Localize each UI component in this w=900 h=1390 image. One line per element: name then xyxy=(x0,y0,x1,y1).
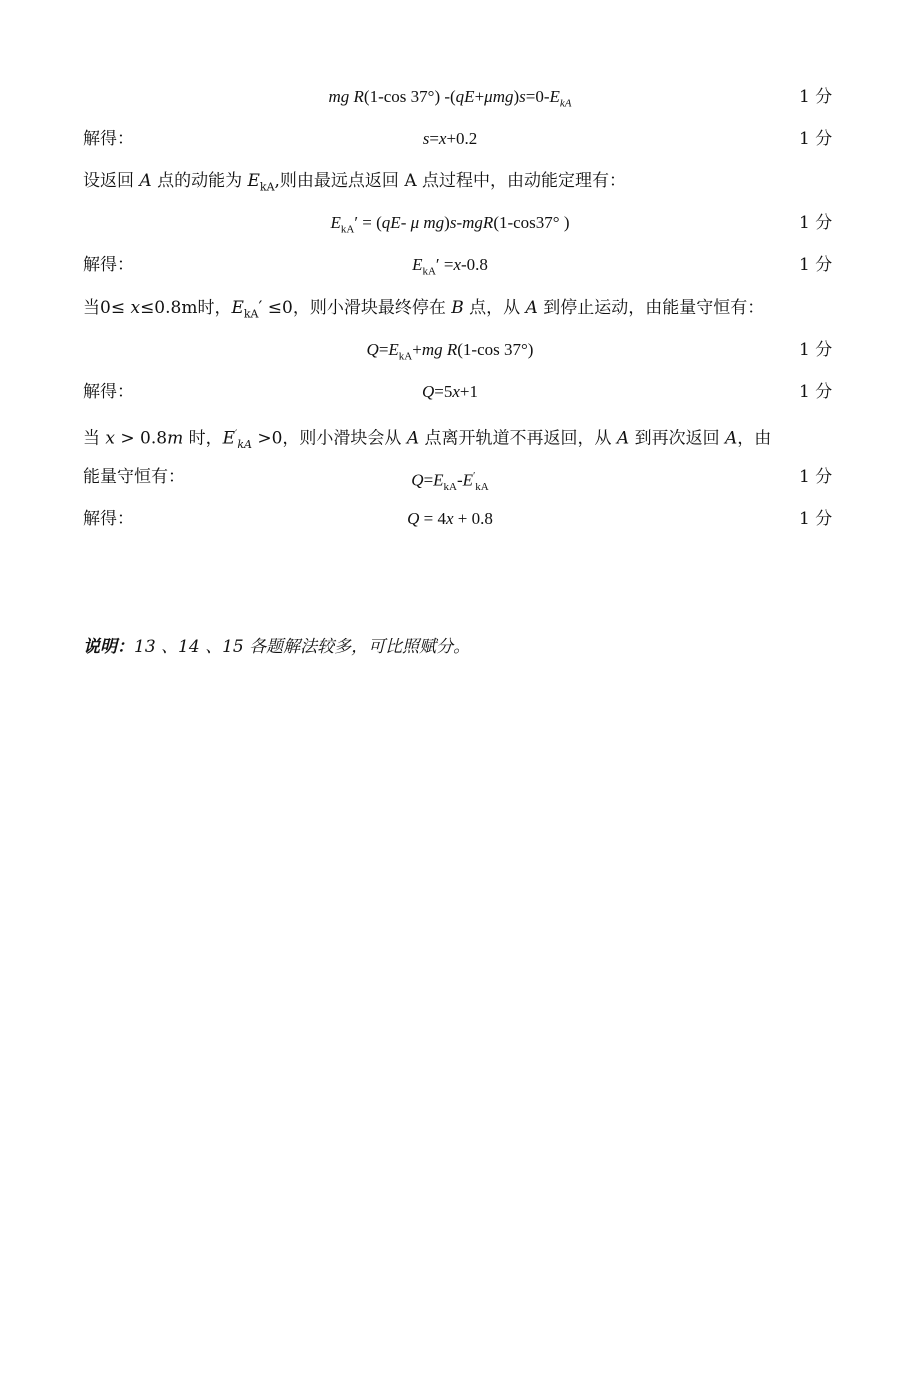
equation: mg R(1-cos 37°) $-(qE+\mu mg)s=0-E_{kA}$ xyxy=(328,87,572,110)
equation-row xyxy=(0,462,900,492)
score: 1 分 xyxy=(799,382,833,402)
equation: $E_{kA}' = (qE-$ μ mg)s-mgR(1-cos37° ) xyxy=(330,213,570,236)
equation-row xyxy=(0,377,900,407)
row-label: 解得： xyxy=(83,255,134,275)
score: 1 分 xyxy=(799,255,833,275)
score: 1 分 xyxy=(799,213,833,233)
score: 1 分 xyxy=(799,129,833,149)
row-label: 解得： xyxy=(83,129,134,149)
note xyxy=(83,632,470,657)
paragraph: 当 x > 0.8m 时，$E'_{kA} >0$，则小滑块会从 A 点离开轨道不再返回，从 A 到再次返回 A，由 xyxy=(83,428,772,452)
equation: $Q=E_{kA}+mg$ R(1-cos 37°) xyxy=(366,340,534,363)
paragraph: 设返回 A 点的动能为 $E_{kA}$,则由最远点返回 A 点过程中，由动能定理有： xyxy=(83,171,627,194)
score: 1 分 xyxy=(799,509,833,529)
row-label: 解得： xyxy=(83,382,134,402)
score: 1 分 xyxy=(799,340,833,360)
equation-row xyxy=(0,124,900,154)
equation-row xyxy=(0,504,900,534)
equation: s=x+0.2 xyxy=(422,129,478,148)
note-label: 说明： xyxy=(83,637,134,657)
score: 1 分 xyxy=(799,87,833,107)
equation: Q=5x+1 xyxy=(421,382,478,401)
paragraph: 当0≤ x≤0.8m时，$E_{kA}' \le 0$，则小滑块最终停在 B 点，从 A 到停止运动，由能量守恒有： xyxy=(83,298,765,321)
note-text: 13 、14 、15 各题解法较多，可比照赋分。 xyxy=(134,637,471,657)
row-label: 能量守恒有： xyxy=(83,467,185,487)
equation-row xyxy=(0,82,900,112)
equation: Q = 4x + 0.8 xyxy=(407,509,493,528)
row-label: 解得： xyxy=(83,509,134,529)
equation: $E_{kA}' =x-0.8$ xyxy=(412,255,488,278)
equation: $Q=E_{kA}-E'_{kA}$ xyxy=(411,470,489,494)
score: 1 分 xyxy=(799,467,833,487)
equation-row xyxy=(0,335,900,365)
equation-row xyxy=(0,250,900,280)
equation-row xyxy=(0,208,900,238)
